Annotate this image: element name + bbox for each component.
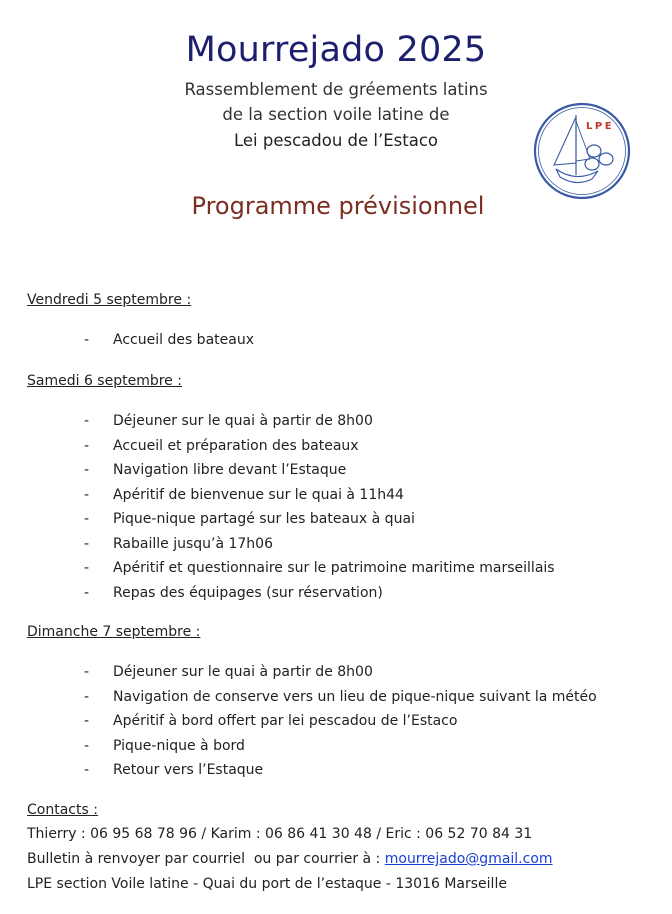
subtitle-line-1: Rassemblement de gréements latins [184, 80, 488, 99]
lpe-logo [532, 101, 632, 201]
contacts-bulletin [27, 851, 553, 867]
logo-text: LPE [586, 121, 615, 132]
day-label-dimanche: Dimanche 7 septembre : [27, 624, 201, 640]
bulletin-text: Bulletin à renvoyer par courriel ou par courrier à : [27, 851, 385, 867]
subtitle-line-2: de la section voile latine de [222, 105, 450, 124]
document-title: Mourrejado 2025 [185, 30, 487, 70]
email-link[interactable]: mourrejado@gmail.com [384, 851, 553, 867]
contacts-phones: Thierry : 06 95 68 78 96 / Karim : 06 86 41 30 48 / Eric : 06 52 70 84 31 [27, 826, 533, 842]
programme-heading: Programme prévisionnel [191, 192, 485, 220]
contacts-address: LPE section Voile latine - Quai du port de l’estaque - 13016 Marseille [27, 876, 507, 892]
subtitle-line-3: Lei pescadou de l’Estaco [233, 131, 439, 150]
day-label-samedi: Samedi 6 septembre : [27, 373, 182, 389]
day-label-vendredi: Vendredi 5 septembre : [27, 292, 192, 308]
contacts-heading: Contacts : [27, 802, 98, 818]
